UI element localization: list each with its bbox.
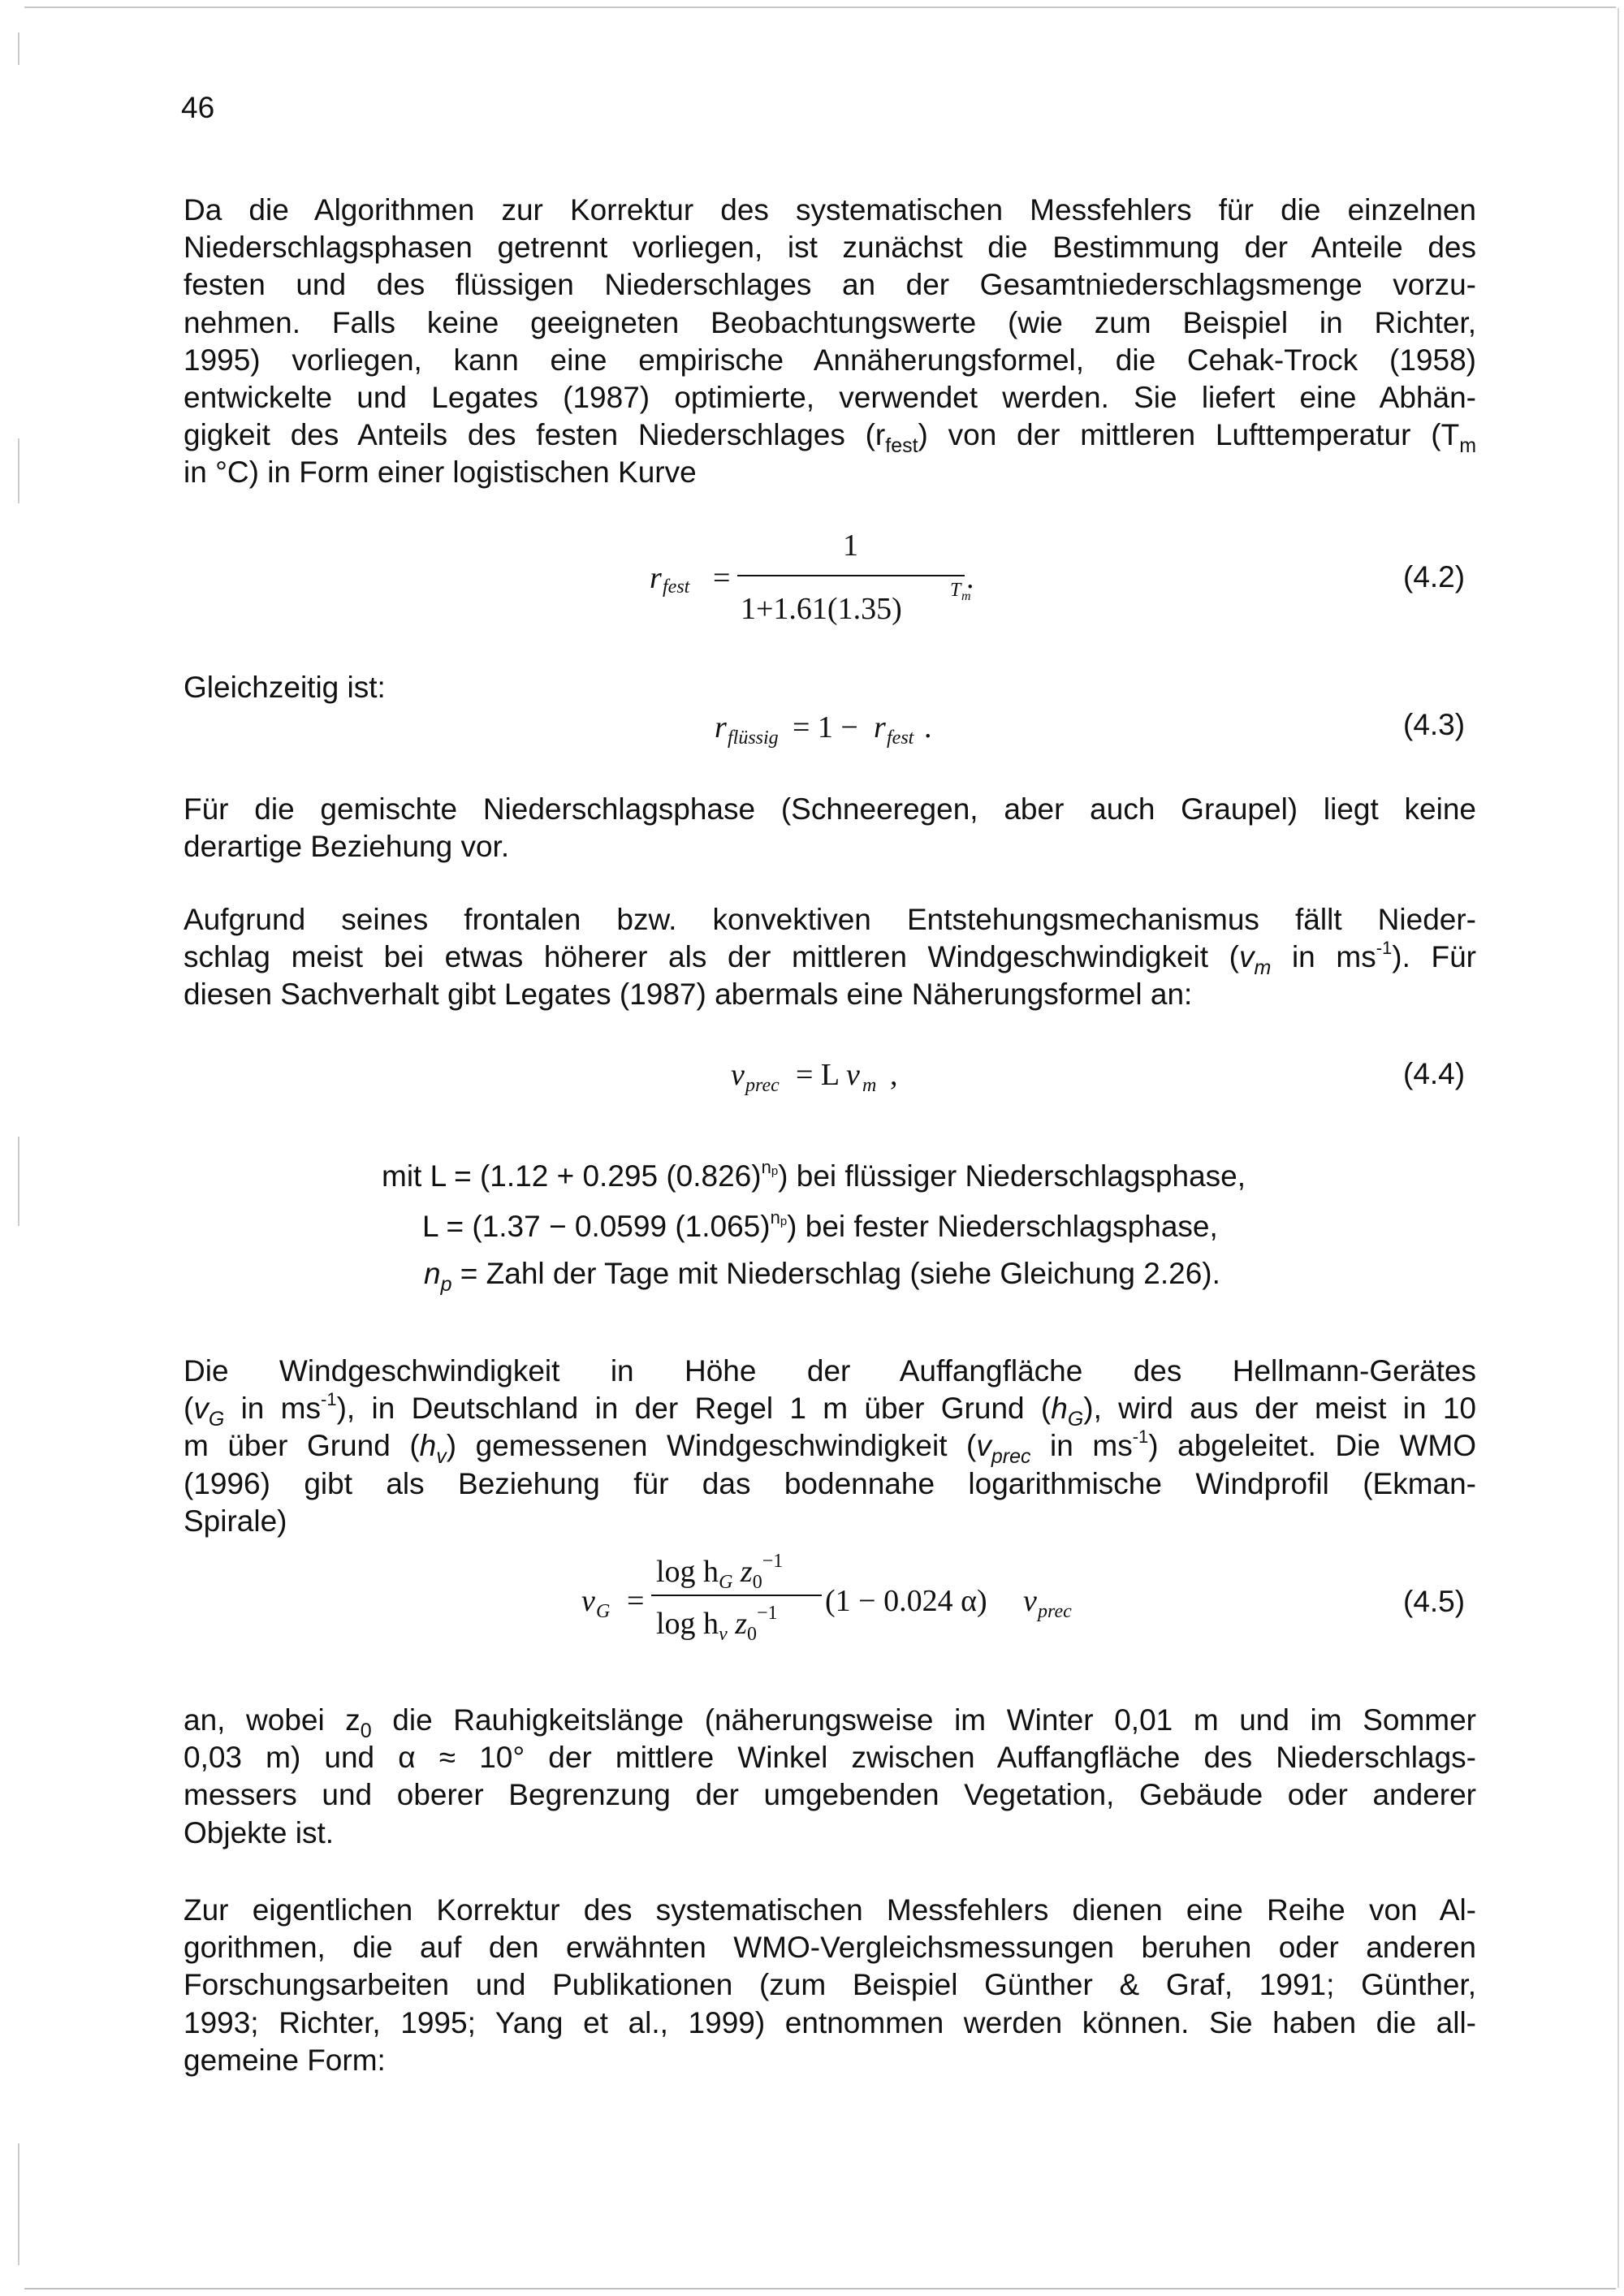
left-scan-mark xyxy=(18,1137,19,1226)
text-segment: ). Für xyxy=(1392,940,1476,974)
text-line: (1996) gibt als Beziehung für das bodennahe logarithmische Windprofil (Ekman- xyxy=(184,1466,1476,1500)
text-line xyxy=(184,416,1477,458)
subscript: G xyxy=(208,1408,225,1431)
definition-text: ) bei fester Niederschlagsphase, xyxy=(787,1210,1218,1243)
eq-factor: (1 − 0.024 α) xyxy=(825,1584,987,1618)
eq-subscript: prec xyxy=(1038,1601,1072,1622)
text-line: in °C) in Form einer logistischen Kurve xyxy=(184,455,697,490)
left-scan-mark xyxy=(18,2143,19,2265)
eq-rhs: = L xyxy=(796,1058,840,1092)
eq-variable: v xyxy=(731,1058,745,1092)
left-scan-mark xyxy=(18,438,19,503)
superscript-subscript: p xyxy=(771,1164,779,1178)
eq-superscript-subscript: m xyxy=(961,589,971,603)
subscript: m xyxy=(1459,434,1477,458)
superscript: -1 xyxy=(321,1389,337,1410)
eq-subscript: G xyxy=(719,1572,733,1593)
definition-solid xyxy=(422,1207,1218,1244)
eq-subscript: 0 xyxy=(752,1572,762,1593)
superscript: n xyxy=(770,1207,780,1228)
text-line: 1995) vorliegen, kann eine empirische Annäherungsformel, die Cehak-Trock (1958) xyxy=(184,343,1476,377)
definition-liquid xyxy=(382,1159,1246,1193)
right-scan-edge xyxy=(1618,8,1619,2288)
definition-text: = Zahl der Tage mit Niederschlag (siehe Gleichung 2.26). xyxy=(451,1257,1220,1290)
italic-variable: v xyxy=(1239,940,1255,974)
eq-period: . xyxy=(966,561,974,595)
fraction-bar xyxy=(651,1595,822,1596)
text-line: Niederschlagsphasen getrennt vorliegen, ist zunächst die Bestimmung der Anteile des xyxy=(184,231,1476,265)
left-scan-mark xyxy=(18,32,19,65)
paragraph-correction-algorithms xyxy=(184,1892,1476,2079)
eq-subscript: fest xyxy=(887,727,914,749)
superscript-subscript: p xyxy=(780,1215,788,1228)
text-line: Objekte ist. xyxy=(184,1815,335,1849)
definition-text: L = (1.37 − 0.0599 (1.065) xyxy=(422,1210,771,1243)
text-line: Aufgrund seines frontalen bzw. konvektiven Entstehungsmechanismus fällt Nieder- xyxy=(184,903,1476,936)
eq-equals: = xyxy=(713,561,731,595)
text-segment: in ms xyxy=(1030,1429,1133,1463)
text-line: 0,03 m) und α ≈ 10° der mittlere Winkel zwischen Auffangfläche des Niederschlags- xyxy=(184,1741,1476,1775)
eq-superscript: T xyxy=(950,580,961,601)
equation-number: (4.3) xyxy=(1403,708,1466,741)
text-line xyxy=(184,1426,1476,1469)
text-line: Spirale) xyxy=(184,1504,287,1538)
paragraph-hellmann xyxy=(184,1353,1476,1540)
text-line: derartige Beziehung vor. xyxy=(184,830,510,864)
text-line: entwickelte und Legates (1987) optimierte, verwendet werden. Sie liefert eine Abhän- xyxy=(184,381,1476,415)
text-segment: ), wird aus der meist in 10 xyxy=(1083,1392,1476,1426)
eq-comma: , xyxy=(890,1058,898,1092)
eq-numerator xyxy=(656,1551,783,1594)
text-line: Da die Algorithmen zur Korrektur des systematischen Messfehlers für die einzelnen xyxy=(184,193,1476,227)
eq-denominator xyxy=(656,1603,778,1646)
text-line: diesen Sachverhalt gibt Legates (1987) abermals eine Näherungsformel an: xyxy=(184,978,1193,1012)
eq-period: . xyxy=(924,710,932,744)
eq-text: log h xyxy=(656,1607,719,1641)
eq-variable: z xyxy=(732,1555,753,1589)
definition-text: mit L = (1.12 + 0.295 (0.826) xyxy=(382,1159,762,1193)
text-line xyxy=(184,1702,1476,1742)
subscript: G xyxy=(1067,1408,1084,1431)
text-segment: die Rauhigkeitslänge (näherungsweise im Winter 0,01 m und im Sommer xyxy=(371,1703,1476,1737)
paragraph-precipitation-phases xyxy=(184,192,1476,492)
eq-variable: r xyxy=(874,710,886,744)
superscript: -1 xyxy=(1376,938,1393,959)
eq-subscript: 0 xyxy=(747,1624,758,1645)
text-line: gemeine Form: xyxy=(184,2043,386,2077)
eq-rhs: = 1 − xyxy=(793,710,858,744)
eq-variable: v xyxy=(846,1058,860,1092)
eq-denominator: 1+1.61(1.35) xyxy=(741,592,902,626)
text-line: nehmen. Falls keine geeigneten Beobachtungswerte (wie zum Beispiel in Richter, xyxy=(184,305,1476,339)
subscript: p xyxy=(440,1273,452,1296)
subscript: prec xyxy=(991,1445,1031,1469)
eq-subscript: prec xyxy=(745,1075,780,1096)
superscript: -1 xyxy=(1132,1426,1149,1448)
eq-variable: z xyxy=(727,1607,748,1641)
eq-equals: = xyxy=(627,1584,645,1618)
top-scan-edge xyxy=(24,6,1616,8)
subscript: 0 xyxy=(360,1720,372,1742)
paragraph-mixed-phase xyxy=(184,791,1476,865)
superscript: n xyxy=(761,1157,771,1177)
text-line: Forschungsarbeiten und Publikationen (zum Beispiel Günther & Graf, 1991; Günther, xyxy=(184,1968,1476,2002)
subscript: fest xyxy=(885,434,918,458)
equation-number: (4.2) xyxy=(1403,560,1466,593)
subscript: m xyxy=(1254,956,1272,980)
text-line: festen und des flüssigen Niederschlages an der Gesamtniederschlagsmenge vorzu- xyxy=(184,268,1476,302)
text-line: Für die gemischte Niederschlagsphase (Schneeregen, aber auch Graupel) liegt keine xyxy=(184,792,1476,826)
eq-subscript: flüssig xyxy=(728,727,779,749)
bottom-scan-edge xyxy=(24,2288,1616,2290)
eq-superscript: −1 xyxy=(762,1551,784,1572)
text-line: gorithmen, die auf den erwähnten WMO-Vergleichsmessungen beruhen oder anderen xyxy=(184,1931,1476,1965)
text-line: messers und oberer Begrenzung der umgebenden Vegetation, Gebäude oder anderer xyxy=(184,1778,1476,1812)
page-number: 46 xyxy=(181,91,215,124)
eq-superscript: −1 xyxy=(757,1603,778,1624)
paragraph-roughness xyxy=(184,1702,1476,1852)
definition-text: ) bei flüssiger Niederschlagsphase, xyxy=(778,1159,1246,1193)
eq-numerator: 1 xyxy=(843,529,858,563)
text-segment: in ms xyxy=(224,1392,322,1426)
equation-number: (4.4) xyxy=(1403,1057,1466,1090)
text-line xyxy=(184,1389,1476,1431)
eq-variable: v xyxy=(581,1584,595,1618)
text-segment: ( xyxy=(184,1392,194,1426)
text-segment: ) von der mittleren Lufttemperatur (T xyxy=(918,418,1460,452)
italic-variable: n xyxy=(424,1257,441,1290)
text-segment: m über Grund ( xyxy=(184,1429,420,1463)
text-segment: ) abgeleitet. Die WMO xyxy=(1148,1429,1476,1463)
paragraph-wind-speed xyxy=(184,901,1476,1014)
fraction-bar xyxy=(737,575,965,576)
text-segment: ), in Deutschland in der Regel 1 m über Grund ( xyxy=(336,1392,1052,1426)
italic-variable: v xyxy=(976,1429,991,1463)
italic-variable: h xyxy=(1051,1392,1068,1426)
eq-variable: v xyxy=(1023,1584,1037,1618)
text-line: Zur eigentlichen Korrektur des systematischen Messfehlers dienen eine Reihe von Al- xyxy=(184,1893,1476,1927)
text-line xyxy=(184,938,1476,980)
eq-text: log h xyxy=(656,1555,719,1589)
paragraph-simultaneously: Gleichzeitig ist: xyxy=(184,671,386,704)
definition-np xyxy=(424,1257,1220,1296)
eq-subscript: fest xyxy=(663,576,690,598)
text-segment: ) gemessenen Windgeschwindigkeit ( xyxy=(446,1429,977,1463)
eq-variable: r xyxy=(650,561,662,595)
text-segment: schlag meist bei etwas höherer als der mittleren Windgeschwindigkeit ( xyxy=(184,940,1239,974)
equation-number: (4.5) xyxy=(1403,1585,1466,1618)
text-line: 1993; Richter, 1995; Yang et al., 1999) entnommen werden können. Sie haben die all- xyxy=(184,2005,1476,2039)
eq-subscript: m xyxy=(862,1075,877,1096)
text-segment: in ms xyxy=(1271,940,1376,974)
italic-variable: v xyxy=(193,1392,209,1426)
text-segment: an, wobei z xyxy=(184,1703,361,1737)
eq-subscript: G xyxy=(596,1601,611,1622)
text-line: Die Windgeschwindigkeit in Höhe der Auffangfläche des Hellmann-Gerätes xyxy=(184,1354,1476,1388)
italic-variable: h xyxy=(419,1429,437,1463)
eq-variable: r xyxy=(715,710,727,744)
text-segment: gigkeit des Anteils des festen Niederschlages (r xyxy=(184,418,886,452)
eq-subscript: v xyxy=(719,1624,728,1645)
subscript: v xyxy=(436,1445,447,1469)
